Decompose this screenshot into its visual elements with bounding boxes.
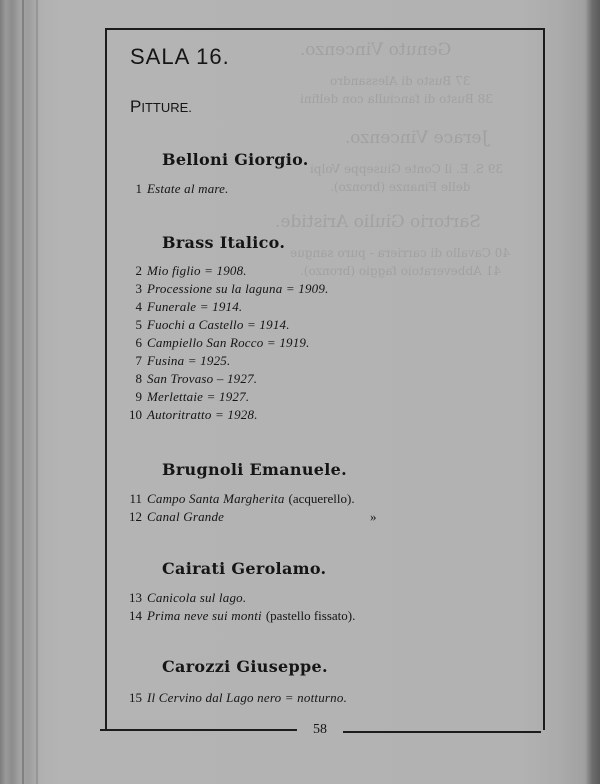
work-title: Merlettaie = 1927. [147, 389, 250, 404]
artist-heading: Brass Italico. [162, 233, 286, 252]
work-entry [120, 407, 540, 425]
artist-heading: Cairati Gerolamo. [162, 559, 327, 578]
bleed-through-text: 38 Busto di fanciulla con delfini [300, 92, 493, 106]
work-number: 9 [135, 389, 142, 404]
bleed-through-text: Genuto Vincenzo. [300, 40, 452, 60]
work-number: 12 [129, 509, 142, 524]
work-entry [120, 491, 540, 509]
work-title: Il Cervino dal Lago nero = notturno. [147, 690, 348, 705]
work-number: 1 [135, 181, 142, 196]
bleed-through-text: 40 Cavallo di carriera - puro sangue [290, 246, 511, 260]
work-list [120, 181, 540, 199]
room-title: SALA 16. [130, 44, 230, 69]
work-title: Processione su la laguna = 1909. [147, 281, 329, 296]
work-entry [120, 299, 540, 317]
work-list [120, 590, 540, 626]
work-list [120, 491, 540, 527]
work-number: 5 [135, 317, 142, 332]
work-title: Canal Grande [147, 509, 225, 524]
footer-rule-left [100, 729, 297, 731]
work-entry [120, 690, 540, 708]
work-title: Prima neve sui monti [147, 608, 262, 623]
footer-rule-right [343, 731, 541, 733]
work-title: Fuochi a Castello = 1914. [147, 317, 290, 332]
work-number: 15 [129, 690, 142, 705]
binding-shadow [36, 0, 38, 784]
bleed-through-text: 37 Busto di Alessandro [330, 74, 471, 88]
page-number: 58 [313, 722, 327, 737]
work-number: 4 [135, 299, 142, 314]
work-number: 7 [135, 353, 142, 368]
work-title: San Trovaso – 1927. [147, 371, 258, 386]
section-label [130, 97, 192, 117]
work-entry [120, 389, 540, 407]
work-entry [120, 263, 540, 281]
binding-shadow [22, 0, 24, 784]
work-entry [120, 509, 540, 527]
bleed-through-text: 39 S. E. il Conte Giuseppe Volpi [310, 162, 504, 176]
work-entry [120, 371, 540, 389]
work-entry [120, 335, 540, 353]
artist-heading: Brugnoli Emanuele. [162, 460, 347, 479]
bleed-through-text: Sartorio Giulio Aristide. [275, 212, 481, 232]
bleed-through-text: 41 Abbeveratoio faggio (bronzo). [300, 264, 501, 278]
work-number: 8 [135, 371, 142, 386]
ditto-mark: » [370, 509, 377, 524]
work-list [120, 263, 540, 425]
work-entry [120, 353, 540, 371]
work-number: 14 [129, 608, 142, 623]
work-title: Canicola sul lago. [147, 590, 247, 605]
work-entry [120, 281, 540, 299]
work-list [120, 690, 540, 708]
work-number: 13 [129, 590, 142, 605]
bleed-through-text: delle Finanze (bronzo). [330, 180, 471, 194]
work-number: 11 [129, 491, 142, 506]
bleed-through-text: Jerace Vincenzo. [345, 128, 489, 148]
work-title: Estate al mare. [147, 181, 229, 196]
work-entry [120, 181, 540, 199]
artist-heading: Belloni Giorgio. [162, 150, 309, 169]
section-label-initial: P [130, 97, 142, 116]
work-title: Autoritratto = 1928. [147, 407, 258, 422]
work-title: Campo Santa Margherita [147, 491, 285, 506]
work-title: Campiello San Rocco = 1919. [147, 335, 310, 350]
work-title: Funerale = 1914. [147, 299, 243, 314]
work-title: Fusina = 1925. [147, 353, 231, 368]
work-medium: (pastello fissato). [265, 608, 356, 623]
work-entry [120, 590, 540, 608]
section-label-rest: ITTURE. [141, 100, 192, 115]
work-medium: (acquerello). [288, 491, 355, 506]
work-entry [120, 608, 540, 626]
artist-heading: Carozzi Giuseppe. [162, 657, 328, 676]
work-entry [120, 317, 540, 335]
work-number: 2 [135, 263, 142, 278]
work-number: 3 [135, 281, 142, 296]
work-title: Mio figlio = 1908. [147, 263, 247, 278]
work-number: 6 [135, 335, 142, 350]
work-number: 10 [129, 407, 142, 422]
